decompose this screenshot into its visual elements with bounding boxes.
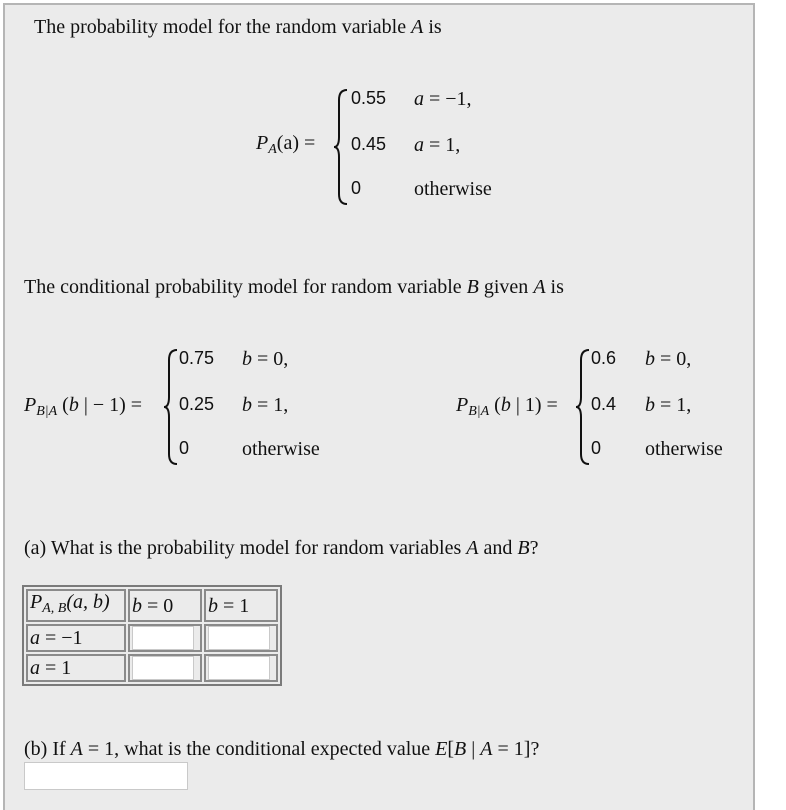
table-row <box>26 654 278 682</box>
pa-value-1: 0.45 <box>351 134 387 154</box>
pba-neg-value-1: 0.25 <box>179 394 215 414</box>
pba-neg-cond-0: b = 0, <box>242 348 289 370</box>
answer-input-a-neg1-b0[interactable] <box>132 626 194 650</box>
answer-input-a1-b0[interactable] <box>132 656 194 680</box>
col-header-b1: b = 1 <box>204 589 278 622</box>
pa-value-2: 0 <box>351 178 362 198</box>
table-corner-header: $P_{A, B}(a$, b) <box>26 589 126 622</box>
pa-lhs: $P_A(a)$ = <box>256 132 316 157</box>
pba-pos-cond-1: b = 1, <box>645 394 692 416</box>
pa-cond-2: otherwise <box>414 178 492 200</box>
pba-neg-lhs: $P_{B|A}$ (b | − 1) = <box>24 394 143 419</box>
pba-pos-lhs: $P_{B|A}$ (b | 1) = <box>456 394 558 419</box>
pba-pos-value-0: 0.6 <box>591 348 617 368</box>
pba-neg-value-0: 0.75 <box>179 348 215 368</box>
table-row <box>26 624 278 652</box>
row-header-a1: a = 1 <box>26 654 126 682</box>
pba-pos-cond-2: otherwise <box>645 438 723 460</box>
pba-neg-value-2: 0 <box>179 438 190 458</box>
question-b: (b) If A = 1, what is the conditional expected value E[B | A = 1]? <box>24 738 540 760</box>
pba-pos-brace <box>575 348 591 466</box>
question-a: (a) What is the probability model for random variables A and B? <box>24 537 539 559</box>
answer-input-a1-b1[interactable] <box>208 656 270 680</box>
pa-cond-1: a = 1, <box>414 134 461 156</box>
col-header-b0: b = 0 <box>128 589 202 622</box>
cell-a-neg1-b1 <box>204 624 278 652</box>
pba-pos-cond-0: b = 0, <box>645 348 692 370</box>
pa-brace <box>333 88 349 206</box>
expected-value-input[interactable] <box>24 762 188 790</box>
conditional-intro: The conditional probability model for random variable B given A is <box>24 276 564 298</box>
cell-a1-b1 <box>204 654 278 682</box>
pba-pos-value-2: 0 <box>591 438 602 458</box>
pba-neg-cond-1: b = 1, <box>242 394 289 416</box>
answer-input-a-neg1-b1[interactable] <box>208 626 270 650</box>
pba-pos-value-1: 0.4 <box>591 394 617 414</box>
intro-sentence: The probability model for the random variable A is <box>34 16 442 38</box>
pa-value-0: 0.55 <box>351 88 387 108</box>
pba-neg-cond-2: otherwise <box>242 438 320 460</box>
cell-a-neg1-b0 <box>128 624 202 652</box>
expected-value-expression: E[B | A = 1] <box>435 738 531 760</box>
table-header-row <box>26 589 278 622</box>
row-header-a-neg1: a = −1 <box>26 624 126 652</box>
joint-probability-table <box>22 585 282 686</box>
pba-neg-brace <box>163 348 179 466</box>
pa-cond-0: a = −1, <box>414 88 472 110</box>
cell-a1-b0 <box>128 654 202 682</box>
